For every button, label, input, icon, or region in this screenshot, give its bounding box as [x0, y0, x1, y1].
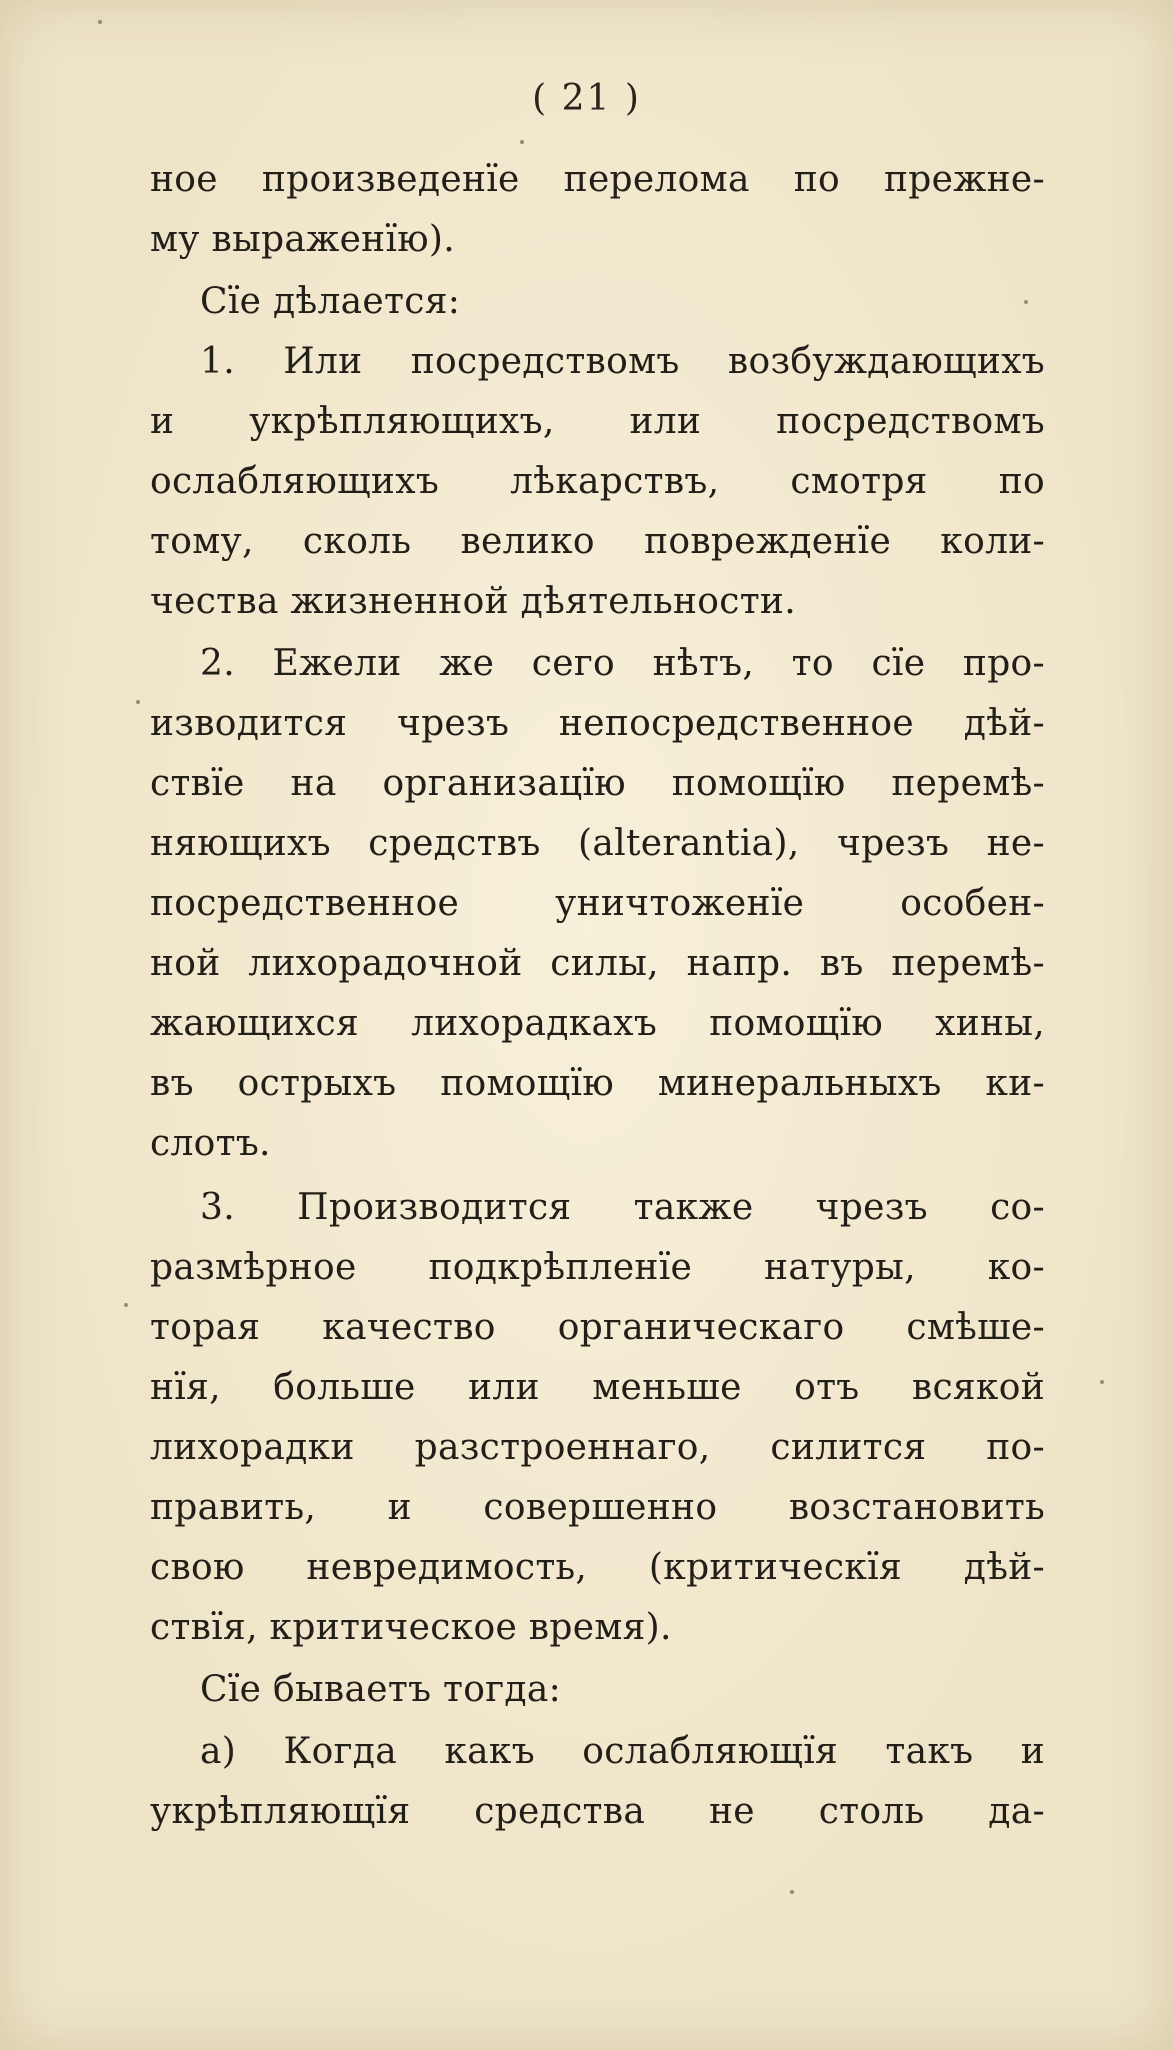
- text-line: 2. Ежели же сего нѣтъ, то сїе про-: [200, 643, 1045, 684]
- text-line: 1. Или посредствомъ возбуждающихъ: [200, 341, 1045, 382]
- text-line: править, и совершенно возстановить: [150, 1487, 1045, 1528]
- text-line: слотъ.: [150, 1123, 271, 1164]
- paper-speck: [1100, 1380, 1104, 1384]
- page-number: ( 21 ): [532, 78, 641, 119]
- text-line: 3. Производится также чрезъ со-: [200, 1187, 1045, 1228]
- text-line: лихорадки разстроеннаго, силится по-: [150, 1427, 1045, 1468]
- text-line: няющихъ средствъ (alterantia), чрезъ не-: [150, 823, 1045, 864]
- text-line: въ острыхъ помощїю минеральныхъ ки-: [150, 1063, 1045, 1104]
- text-line: и укрѣпляющихъ, или посредствомъ: [150, 401, 1045, 442]
- text-line: Сїе бываетъ тогда:: [200, 1669, 562, 1710]
- text-line: размѣрное подкрѣпленїе натуры, ко-: [150, 1247, 1045, 1288]
- text-line: свою невредимость, (критическїя дѣй-: [150, 1547, 1045, 1588]
- text-line: a) Когда какъ ослабляющїя такъ и: [200, 1731, 1045, 1772]
- paper-speck: [520, 140, 524, 144]
- paper-speck: [98, 20, 102, 24]
- text-line: му выраженїю).: [150, 219, 456, 260]
- text-line: ствїя, критическое время).: [150, 1607, 672, 1648]
- paper-speck: [124, 1303, 128, 1307]
- text-line: торая качество органическаго смѣше-: [150, 1307, 1045, 1348]
- paper-speck: [790, 1890, 794, 1894]
- text-line: изводится чрезъ непосредственное дѣй-: [150, 703, 1045, 744]
- text-line: ной лихорадочной силы, напр. въ перемѣ-: [150, 943, 1045, 984]
- paper-speck: [1024, 300, 1028, 304]
- text-line: ное произведенїе перелома по прежне-: [150, 159, 1045, 200]
- text-line: тому, сколь велико поврежденїе коли-: [150, 521, 1045, 562]
- paper-speck: [136, 700, 140, 704]
- text-line: жающихся лихорадкахъ помощїю хины,: [150, 1003, 1045, 1044]
- text-line: укрѣпляющїя средства не столь да-: [150, 1791, 1045, 1832]
- text-line: нїя, больше или меньше отъ всякой: [150, 1367, 1045, 1408]
- text-line: Сїе дѣлается:: [200, 281, 461, 322]
- text-line: посредственное уничтоженїе особен-: [150, 883, 1045, 924]
- text-line: чества жизненной дѣятельности.: [150, 581, 796, 622]
- text-line: ствїе на организацїю помощїю перемѣ-: [150, 763, 1045, 804]
- text-line: ослабляющихъ лѣкарствъ, смотря по: [150, 461, 1045, 502]
